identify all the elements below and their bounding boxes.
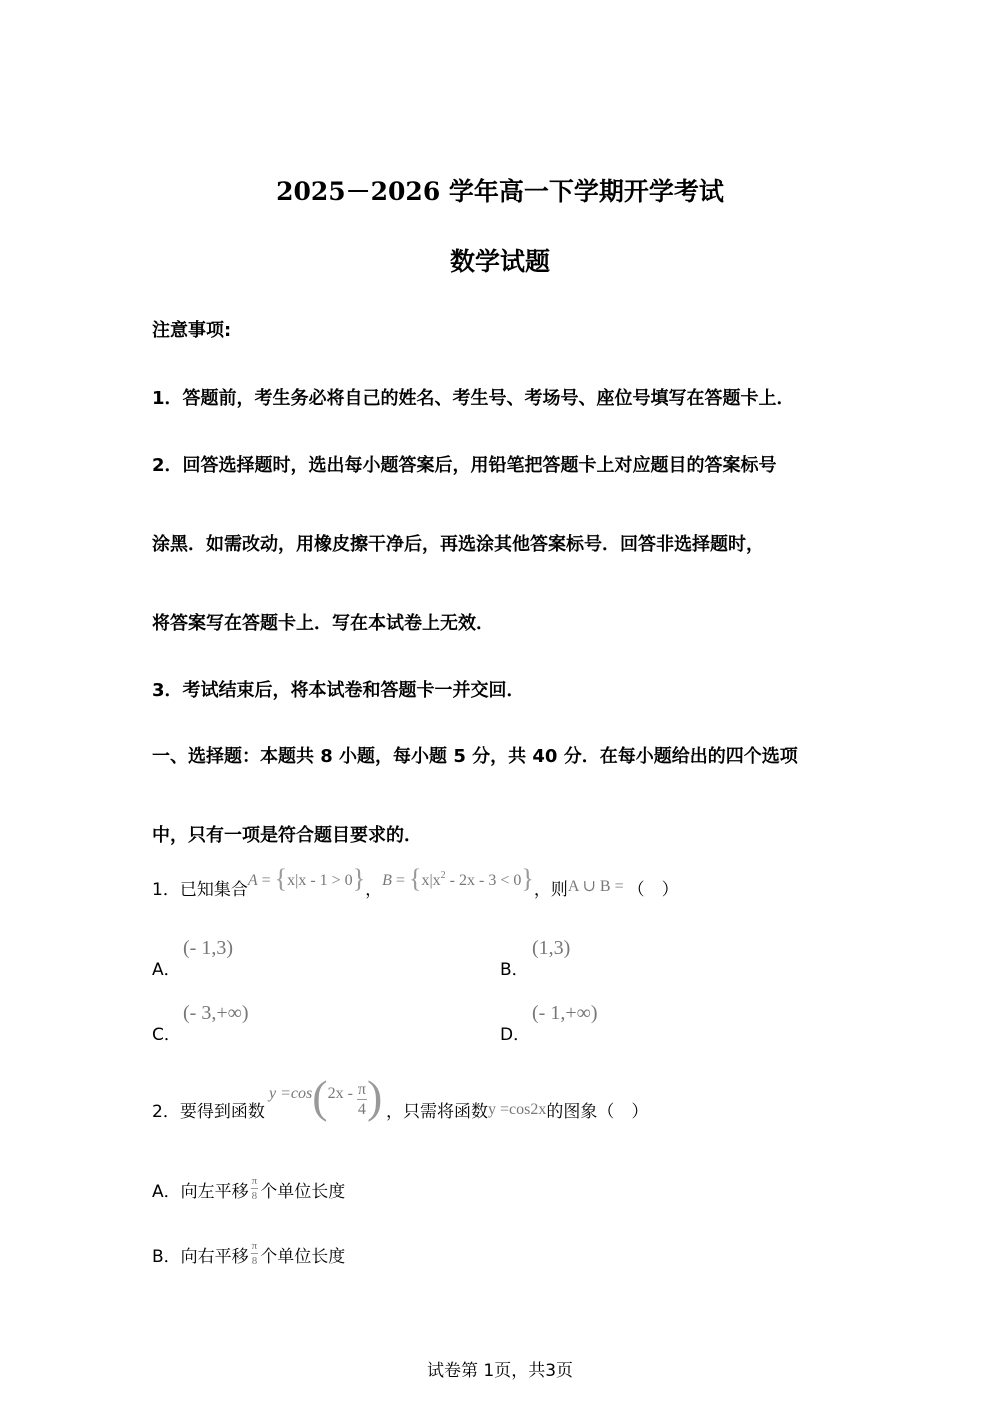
option-b: B． [500, 960, 529, 980]
exam-title: 2025－2026 学年高一下学期开学考试 [276, 177, 724, 206]
question-1-prefix: 1．已知集合 [152, 880, 248, 900]
union-expr: A ∪ B [567, 878, 611, 895]
section-heading-cont: 中，只有一项是符合题目要求的． [152, 825, 422, 846]
q2-option-b: B．向右平移 $\frac{\pi}{8}$ 个单位长度 [152, 1240, 346, 1267]
note-item: 将答案写在答题卡上．写在本试卷上无效． [152, 613, 494, 634]
notes-heading: 注意事项: [152, 320, 232, 341]
question-2-prefix: 2．要得到函数 [152, 1102, 265, 1122]
base-function: y =cos2x [488, 1101, 547, 1118]
question-1: 1．已知集合A = {x|x - 1 > 0}，$B = \{x|x^2 - 2x - 3 < 0\}$，则A ∪ B = （ ） [152, 864, 679, 900]
option-a: A． [152, 960, 181, 980]
exam-subtitle: 数学试题 [449, 247, 550, 276]
q2-option-a: A．向左平移 $\frac{\pi}{8}$ 个单位长度 [152, 1175, 346, 1202]
set-a: A = {x|x - 1 > 0} [247, 864, 366, 893]
option-c: C． [152, 1025, 181, 1045]
note-item: 涂黑．如需改动，用橡皮擦干净后，再选涂其他答案标号．回答非选择题时， [152, 534, 764, 555]
option-b-value: (1,3) [532, 937, 571, 959]
note-item: 1．答题前，考生务必将自己的姓名、考生号、考场号、座位号填写在答题卡上． [152, 388, 795, 409]
option-a-value: (- 1,3) [183, 937, 233, 959]
note-item: 2．回答选择题时，选出每小题答案后，用铅笔把答题卡上对应题目的答案标号 [152, 455, 777, 476]
option-d-value: (- 1,+∞) [532, 1002, 598, 1024]
option-d: D． [500, 1025, 531, 1045]
note-item: 3．考试结束后，将本试卷和答题卡一并交回． [152, 680, 525, 701]
set-b: $B = \{x|x^2 - 2x - 3 < 0\}$ [382, 864, 534, 893]
question-2-mid: ，只需将函数y =cos2x的图象（ ） [386, 1101, 649, 1122]
section-heading: 一、选择题：本题共 8 小题，每小题 5 分，共 40 分．在每小题给出的四个选项 [152, 746, 798, 767]
function-expr: y =cos(2x - $\frac{\pi}{4}$ ) [269, 1071, 383, 1122]
option-c-value: (- 3,+∞) [183, 1002, 249, 1024]
page-footer: 试卷第 1页，共3页 [426, 1361, 574, 1381]
